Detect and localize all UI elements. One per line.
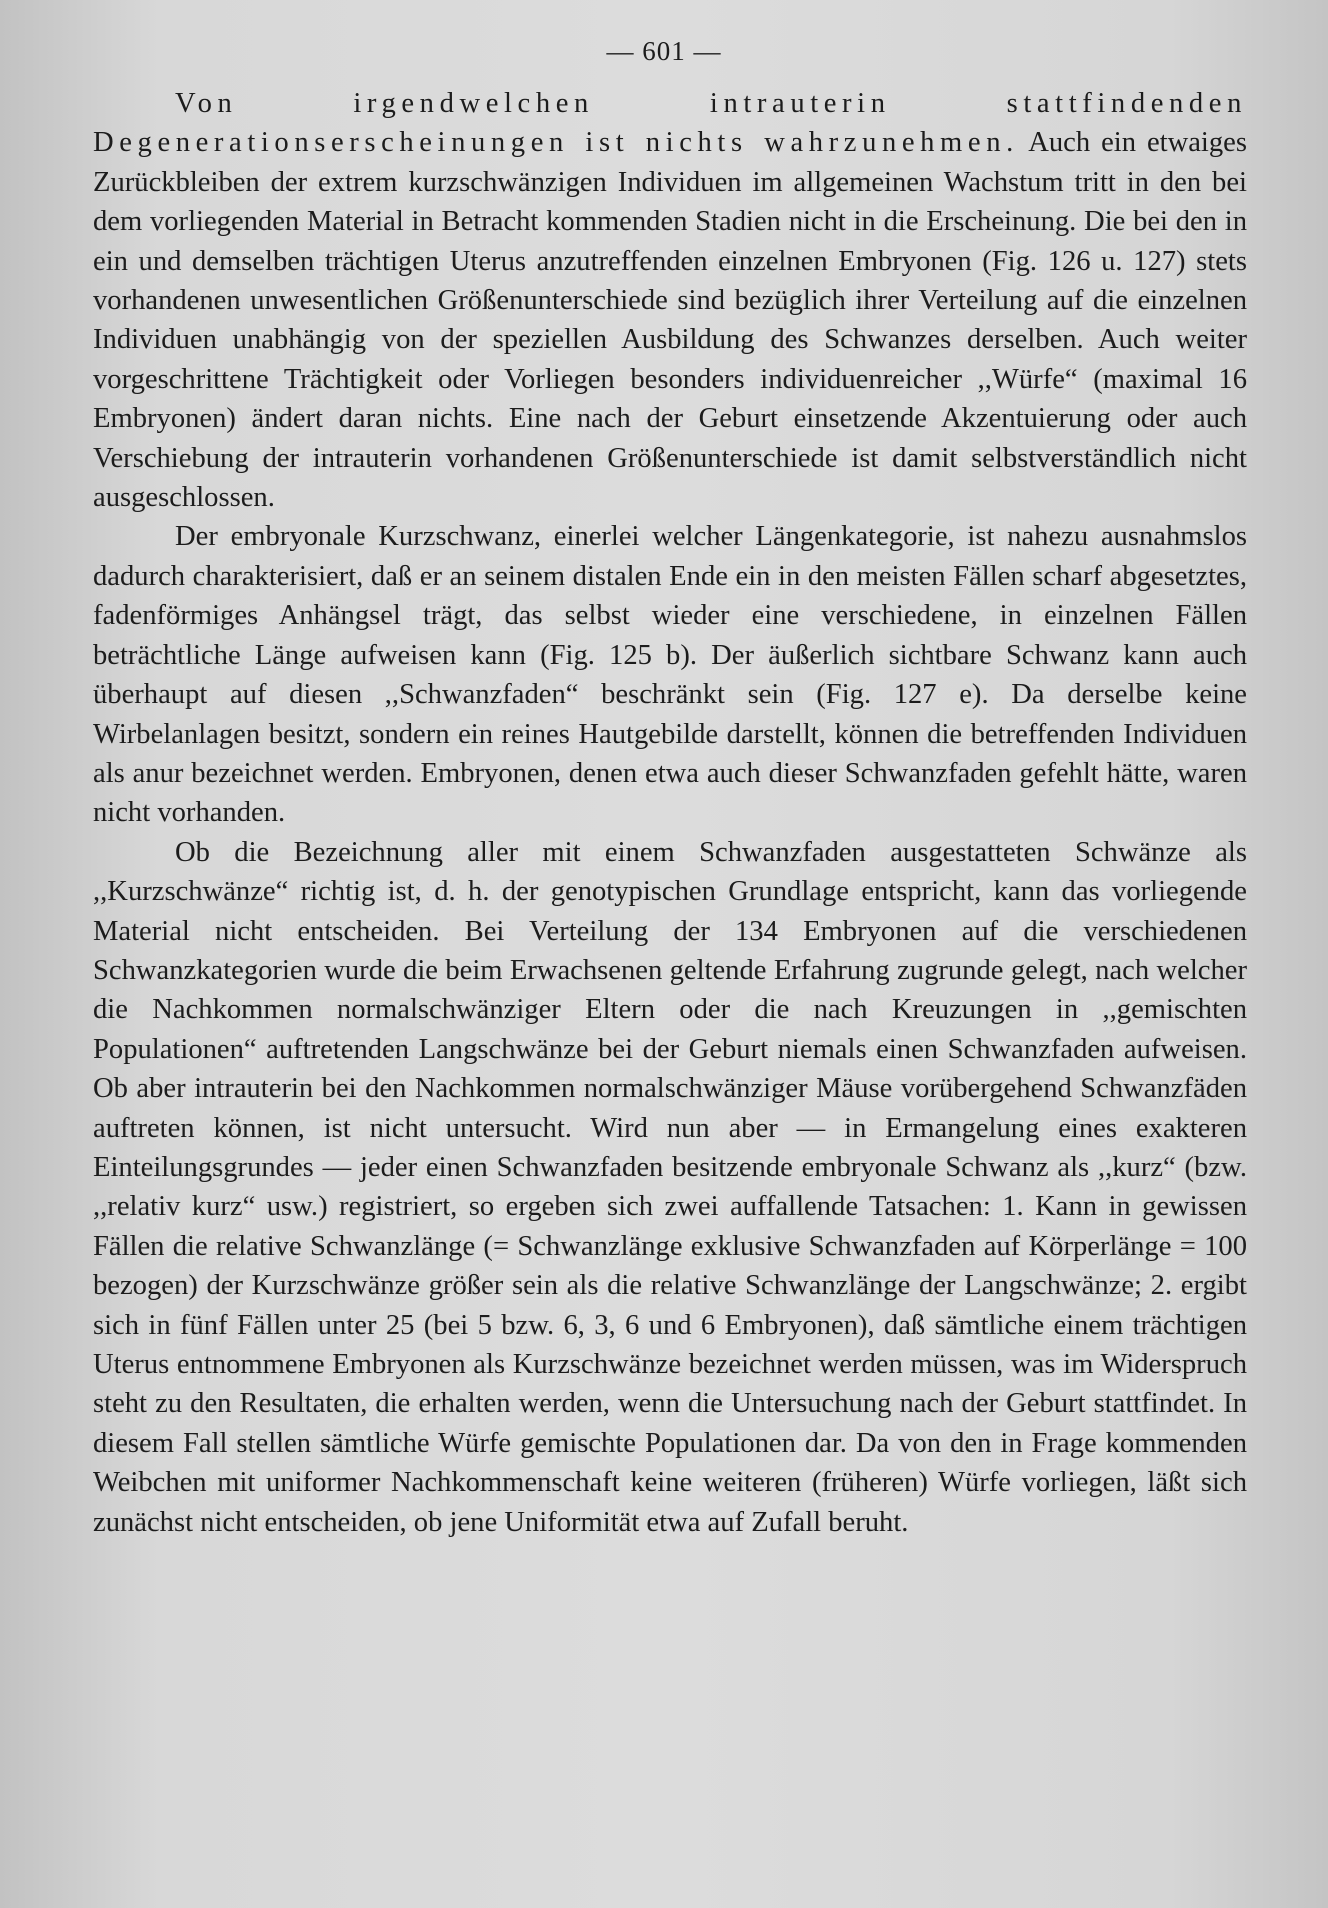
paragraph-1 xyxy=(93,84,1247,517)
spaced-emphasis: Von irgendwelchen intrauterin stattfindenden Degenerationserscheinungen ist nichts wahrzunehmen. xyxy=(93,88,1247,159)
page-number: — 601 — xyxy=(606,36,722,66)
body-text xyxy=(93,84,1247,1542)
paragraph-3: Ob die Bezeichnung aller mit einem Schwanzfaden ausgestatteten Schwänze als ,,Kurzschwänze“ richtig ist, d. h. der genotypischen Grundlage entspricht, kann das vorliegende Material nicht entscheiden. Bei Verteilung der 134 Embryonen auf die verschiedenen Schwanzkategorien wurde die beim Erwachsenen geltende Erfahrung zugrunde gelegt, nach welcher die Nachkommen normalschwänziger Eltern oder die nach Kreuzungen in ,,gemischten Populationen“ auftretenden Langschwänze bei der Geburt niemals einen Schwanzfaden aufweisen. Ob aber intrauterin bei den Nachkommen normalschwänziger Mäuse vorübergehend Schwanzfäden auftreten können, ist nicht untersucht. Wird nun aber — in Ermangelung eines exakteren Einteilungsgrundes — jeder einen Schwanzfaden besitzende embryonale Schwanz als ,,kurz“ (bzw. ,,relativ kurz“ usw.) registriert, so ergeben sich zwei auffallende Tatsachen: 1. Kann in gewissen Fällen die relative Schwanzlänge (= Schwanzlänge exklusive Schwanzfaden auf Körperlänge = 100 bezogen) der Kurzschwänze größer sein als die relative Schwanzlänge der Langschwänze; 2. ergibt sich in fünf Fällen unter 25 (bei 5 bzw. 6, 3, 6 und 6 Embryonen), daß sämtliche einem trächtigen Uterus entnommene Embryonen als Kurzschwänze bezeichnet werden müssen, was im Widerspruch steht zu den Resultaten, die erhalten werden, wenn die Untersuchung nach der Geburt stattfindet. In diesem Fall stellen sämtliche Würfe gemischte Populationen dar. Da von den in Frage kommenden Weibchen mit uniformer Nachkommenschaft keine weiteren (früheren) Würfe vorliegen, läßt sich zunächst nicht entscheiden, ob jene Uniformität etwa auf Zufall beruht. xyxy=(93,836,1247,1538)
paragraph-1-text: Auch ein etwaiges Zurückbleiben der extrem kurzschwänzigen Individuen im allgemeinen Wachstum tritt in den bei dem vorliegenden Material in Betracht kommenden Stadien nicht in die Erscheinung. Die bei den in ein und demselben trächtigen Uterus anzutreffenden einzelnen Embryonen (Fig. 126 u. 127) stets vorhandenen unwesentlichen Größenunterschiede sind bezüglich ihrer Verteilung auf die einzelnen Individuen unabhängig von der speziellen Ausbildung des Schwanzes derselben. Auch weiter vorgeschrittene Trächtigkeit oder Vorliegen besonders individuenreicher ,,Würfe“ (maximal 16 Embryonen) ändert daran nichts. Eine nach der Geburt einsetzende Akzentuierung oder auch Verschiebung der intrauterin vorhandenen Größenunterschiede ist damit selbstverständlich nicht ausgeschlossen. xyxy=(93,127,1247,514)
paragraph-2: Der embryonale Kurzschwanz, einerlei welcher Längenkategorie, ist nahezu ausnahmslos dadurch charakterisiert, daß er an seinem distalen Ende ein in den meisten Fällen scharf abgesetztes, fadenförmiges Anhängsel trägt, das selbst wieder eine verschiedene, in einzelnen Fällen beträchtliche Länge aufweisen kann (Fig. 125 b). Der äußerlich sichtbare Schwanz kann auch überhaupt auf diesen ,,Schwanzfaden“ beschränkt sein (Fig. 127 e). Da derselbe keine Wirbelanlagen besitzt, sondern ein reines Hautgebilde darstellt, können die betreffenden Individuen als anur bezeichnet werden. Embryonen, denen etwa auch dieser Schwanzfaden gefehlt hätte, waren nicht vorhanden. xyxy=(93,521,1247,829)
